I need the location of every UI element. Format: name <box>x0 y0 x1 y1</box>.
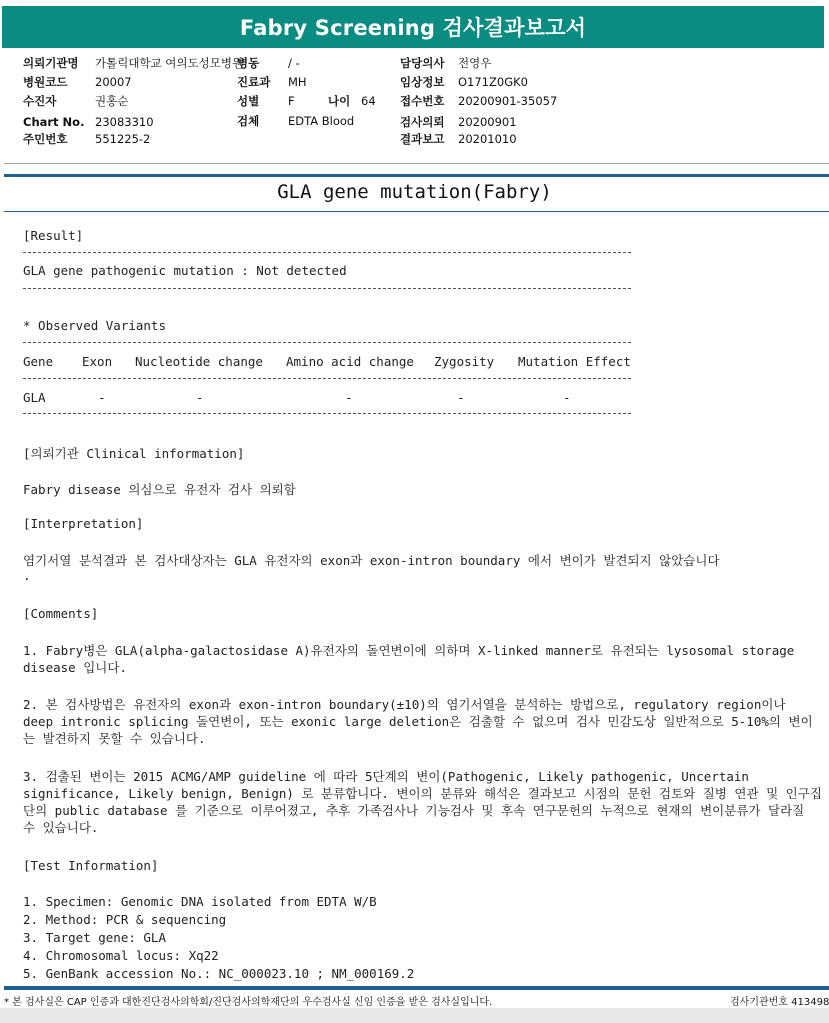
title-top-rule <box>4 174 829 177</box>
interpretation-heading: [Interpretation] <box>23 516 144 531</box>
hospital-code-label: 병원코드 <box>23 75 68 89</box>
dashed-rule <box>23 288 631 289</box>
clinical-label: 임상정보 <box>400 75 445 89</box>
comment-1: 1. Fabry병은 GLA(alpha-galactosidase A)유전자의 돌연변이에 의하며 X-linked manner로 유전되는 lysosomal storage disease 입니다. <box>23 643 795 675</box>
test-info-item: 1. Specimen: Genomic DNA isolated from EDTA W/B <box>23 894 377 909</box>
footer-rule <box>4 986 829 990</box>
age-label: 나이 <box>328 94 351 108</box>
doctor-label: 담당의사 <box>400 56 445 70</box>
dashed-rule <box>23 413 631 414</box>
receipt-label: 접수번호 <box>400 94 445 108</box>
interpretation-text-cont: . <box>23 568 31 583</box>
hospital-code-value: 20007 <box>95 75 132 89</box>
result-heading: [Result] <box>23 228 84 243</box>
cell-zygosity: - <box>457 390 465 405</box>
request-date-label: 검사의뢰 <box>400 115 445 129</box>
clinical-value: O171Z0GK0 <box>458 75 528 89</box>
report-header-title: Fabry Screening 검사결과보고서 <box>2 6 824 48</box>
receipt-value: 20200901-35057 <box>458 94 558 108</box>
cell-gene: GLA <box>23 390 46 405</box>
test-info-item: 3. Target gene: GLA <box>23 930 166 945</box>
test-info-item: 4. Chromosomal locus: Xq22 <box>23 948 219 963</box>
report-date-label: 결과보고 <box>400 132 445 146</box>
observed-variants-heading: * Observed Variants <box>23 318 166 333</box>
col-gene: Gene <box>23 354 54 369</box>
page-bottom-margin <box>0 1008 829 1023</box>
request-date-value: 20200901 <box>458 115 517 129</box>
cell-nucleotide: - <box>196 390 204 405</box>
doctor-value: 전영우 <box>458 56 492 70</box>
dept-label: 진료과 <box>237 75 271 89</box>
col-nucleotide: Nucleotide change <box>135 354 263 369</box>
clinical-text: Fabry disease 의심으로 유전자 검사 의뢰함 <box>23 482 296 497</box>
rrn-value: 551225-2 <box>95 132 151 146</box>
ward-label: 병동 <box>237 56 260 70</box>
col-amino-acid: Amino acid change <box>286 354 414 369</box>
cell-mutation-effect: - <box>563 390 571 405</box>
interpretation-text: 염기서열 분석결과 본 검사대상자는 GLA 유전자의 exon과 exon-intron boundary 에서 변이가 발견되지 않았습니다 <box>23 553 720 568</box>
sex-value: F <box>288 94 295 108</box>
test-info-item: 2. Method: PCR & sequencing <box>23 912 227 927</box>
requester-label: 의뢰기관명 <box>23 56 79 70</box>
rrn-label: 주민번호 <box>23 132 68 146</box>
requester-value: 가톨릭대학교 여의도성모병원 <box>95 56 244 70</box>
col-mutation-effect: Mutation Effect <box>518 354 631 369</box>
col-exon: Exon <box>82 354 113 369</box>
chart-label: Chart No. <box>23 115 85 129</box>
clinical-heading: [의뢰기관 Clinical information] <box>23 446 245 461</box>
dashed-rule <box>23 252 631 253</box>
ward-value: / - <box>288 56 300 70</box>
cell-exon: - <box>98 390 106 405</box>
footer-org-number: 검사기관번호 413498 <box>730 997 829 1008</box>
report-title: GLA gene mutation(Fabry) <box>277 181 552 203</box>
cell-amino-acid: - <box>345 390 353 405</box>
info-divider <box>4 163 829 164</box>
comment-2: 2. 본 검사방법은 유전자의 exon과 exon-intron boundary(±10)의 염기서열을 분석하는 방법으로, regulatory region이나 deep intronic splicing 돌연변이, 또는 exonic large deletion은 검출할 수 없으며 검사 민감도상 일반적으로 5-10%의 변이는 발견하지 못할 수 있습니다. <box>23 697 813 746</box>
sex-label: 성별 <box>237 94 260 108</box>
footer-note: * 본 검사실은 CAP 인증과 대한진단검사의학회/진단검사의학재단의 우수검사실 신임 인증을 받은 검사실입니다. <box>4 997 493 1008</box>
comment-3: 3. 검출된 변이는 2015 ACMG/AMP guideline 에 따라 5단계의 변이(Pathogenic, Likely pathogenic, Uncertain significance, Likely benign, Benign) 로 분류합니다. 변이의 분류와 해석은 결과보고 시점의 문헌 검토와 질병 연관 및 인구집단의 public database 를 기준으로 이루어졌고, 추후 가족검사나 기능검사 및 후속 연구문헌의 누적으로 현재의 변이분류가 달라질 수 있습니다. <box>23 769 822 835</box>
report-date-value: 20201010 <box>458 132 517 146</box>
test-info-heading: [Test Information] <box>23 858 159 873</box>
patient-label: 수진자 <box>23 94 57 108</box>
age-value: 64 <box>361 94 376 108</box>
dashed-rule <box>23 342 631 343</box>
col-zygosity: Zygosity <box>434 354 495 369</box>
dept-value: MH <box>288 75 307 89</box>
specimen-label: 검체 <box>237 114 260 128</box>
comments-heading: [Comments] <box>23 606 99 621</box>
dashed-rule <box>23 378 631 379</box>
chart-value: 23083310 <box>95 115 154 129</box>
specimen-value: EDTA Blood <box>288 114 355 128</box>
test-info-item: 5. GenBank accession No.: NC_000023.10 ; NM_000169.2 <box>23 966 415 981</box>
title-bottom-rule <box>4 211 829 212</box>
patient-value: 권홍순 <box>95 94 129 108</box>
result-summary: GLA gene pathogenic mutation : Not detected <box>23 263 347 278</box>
